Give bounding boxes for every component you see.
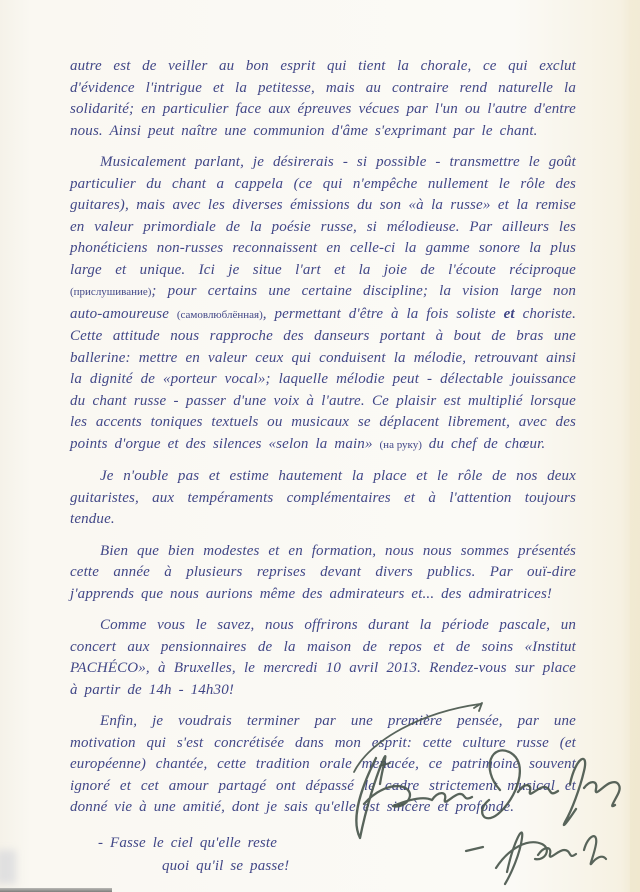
paragraph-text: Je n'ouble pas et estime hautement la place et le rôle de nos deux guitaristes, aux tempéraments complémentaires et à l'attention toujours tendue. <box>70 468 576 527</box>
signature-name-line2 <box>482 750 619 825</box>
cyrillic-annotation: (прислушивание) <box>70 286 152 298</box>
handwritten-signature <box>330 688 640 892</box>
paragraph-text: et <box>503 305 515 322</box>
letter-paragraph <box>70 541 576 606</box>
scan-smudge <box>0 850 16 884</box>
closing-line-1: - Fasse le ciel qu'elle reste <box>98 834 278 851</box>
paragraph-text: choriste. Cette attitude nous rapproche des danseurs portant à bout de bras une ballerine: mettre en valeur ceux qui conduisent la mélodie, retrouvant ainsi la dignité de «porteur vocal»; laquelle mélodie peut - délectable jouissance du chant russe - passer d'une voix à l'autre. Ce plaisir est multiplié lorsque les accents toniques textuels ou musicaux se déplacent librement, avec des points d'orgue et des silences «selon la main» <box>70 305 577 452</box>
closing-line-2: quoi qu'il se passe! <box>162 858 290 874</box>
paragraph-text: du chef de chœur. <box>421 435 546 452</box>
signature-name-line <box>356 756 472 838</box>
signature-short-line <box>466 832 606 884</box>
letter-paragraph <box>70 56 576 142</box>
letter-paragraph <box>70 152 576 456</box>
scan-edge-line <box>0 888 112 892</box>
paragraph-text: , permettant d'être à la fois soliste <box>262 305 504 322</box>
paragraph-text: Musicalement parlant, je désirerais - si possible - transmettre le goût particulier du chant a cappela (ce qui n'empêche nullement le rôle des guitares), mais avec les diverses émissions du son «à la russe» et la remise en valeur primordiale de la poésie russe, si mélodieuse. Par ailleurs les phonéticiens non-russes reconnaissent en celle-ci la gamme sonore la plus large et unique. Ici je situe l'art et la joie de l'écoute réciproque <box>70 154 576 278</box>
paragraph-text: autre est de veiller au bon esprit qui tient la chorale, ce qui exclut d'évidence l'intrigue et la petitesse, mais au contraire rend naturelle la solidarité; en particulier face aux épreuves vécues par l'un ou l'autre d'entre nous. Ainsi peut naître une communion d'âme s'exprimant par le chant. <box>70 58 576 139</box>
paragraph-text: ; pour certains une certaine discipline; la vision large non auto-amoureuse <box>70 283 576 322</box>
cyrillic-annotation: (самовлюблённая) <box>176 308 263 321</box>
paragraph-text: Comme vous le savez, nous offrirons durant la période pascale, un concert aux pensionnaires de la maison de repos et de soins «Institut PACHÉCO», à Bruxelles, le mercredi 10 avril 2013. Rendez-vous sur place à partir de 14h - 14h30! <box>70 617 576 698</box>
cyrillic-annotation: (на руку) <box>379 438 422 451</box>
letter-paragraph <box>70 466 576 531</box>
paragraph-text: Enfin, je voudrais terminer par une première pensée, par une motivation qui s'est concrétisée dans mon esprit: cette culture russe (et européenne) chantée, cette tradition orale menacée, ce patrimoine souvent ignoré et cet amour partagé ont dépassé le cadre strictement musical et donné vie à une amitié, dont je sais qu'elle est sincère et profonde. <box>70 713 576 815</box>
paragraph-text: Bien que bien modestes et en formation, nous nous sommes présentés cette année à plusieurs reprises devant divers publics. Par ouï-dire j'apprends que nous aurions même des admirateurs et... des admiratrices! <box>70 542 576 602</box>
